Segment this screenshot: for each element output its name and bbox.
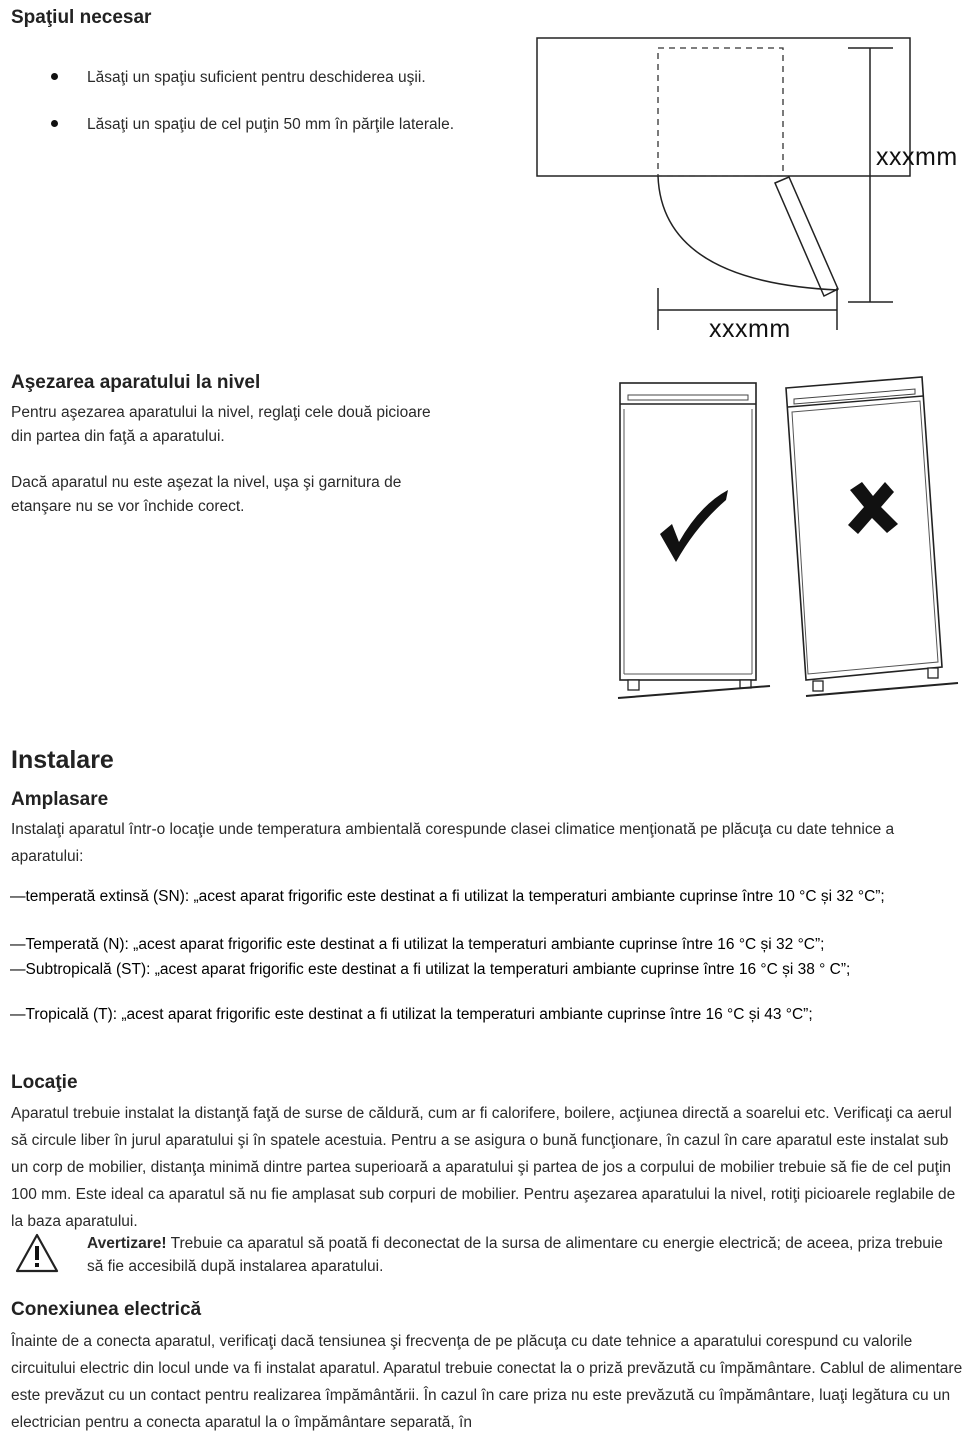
- climate-class-n: —Temperată (N): „acest aparat frigorific este destinat a fi utilizat la temperaturi ambiante cuprinse între 16 °C și 32 °C”;: [10, 936, 825, 953]
- bullet-text: Lăsaţi un spaţiu suficient pentru deschiderea uşii.: [87, 69, 426, 86]
- electrical-title: Conexiunea electrică: [11, 1299, 202, 1320]
- space-title: Spaţiul necesar: [11, 7, 152, 28]
- cross-icon: [848, 482, 898, 534]
- level-fridge-illustration: [618, 383, 770, 698]
- electrical-text: Înainte de a conecta aparatul, verificaţi dacă tensiunea şi frecvenţa de pe plăcuţa cu date tehnice a aparatului corespund cu valorile circuitului electric din locul unde va fi instalat aparatul. Aparatul trebuie conectat la o priză prevăzută cu împământare. Cablul de alimentare este prevăzut cu un contact pentru realizarea împământării. În cazul în care priza nu este prevăzută cu împământare, luaţi legătura cu un electrician pentru a conecta aparatul la o împământare separată, în: [11, 1333, 963, 1431]
- placement-text: Instalaţi aparatul într-o locaţie unde temperatura ambientală corespunde clasei climatice menţionată pe plăcuţa cu date tehnice a aparatului:: [11, 821, 895, 865]
- horizontal-dimension-label: xxxmm: [709, 315, 791, 343]
- leveling-paragraph-2: Dacă aparatul nu este aşezat la nivel, uşa şi garnitura de etanşare nu se vor închide corect.: [11, 474, 402, 515]
- warning-label: Avertizare!: [87, 1235, 167, 1252]
- location-title: Locaţie: [11, 1072, 78, 1093]
- climate-class-st: —Subtropicală (ST): „acest aparat frigorific este destinat a fi utilizat la temperaturi ambiante cuprinse între 16 °C și 38 ° C”;: [10, 961, 851, 978]
- location-text: Aparatul trebuie instalat la distanţă faţă de surse de căldură, cum ar fi calorifere, boilere, acţiunea directă a soarelui etc. Verificaţi ca aerul să circule liber în jurul aparatului şi în spatele acestuia. Pentru a se asigura o bună funcţionare, în cazul în care aparatul este instalat sub un corp de mobilier, distanţa minimă dintre partea superioară a aparatului şi partea de jos a corpului de mobilier trebuie să fie de cel puţin 100 mm. Este ideal ca aparatul să nu fie amplasat sub corpuri de mobilier. Pentru aşezarea aparatului la nivel, rotiţi picioarele reglabile de la baza aparatului.: [11, 1105, 956, 1230]
- leveling-title: Aşezarea aparatului la nivel: [11, 372, 261, 393]
- warning-icon: [14, 1232, 60, 1274]
- install-title: Instalare: [11, 746, 114, 774]
- checkmark-icon: [660, 490, 728, 562]
- warning-text: Trebuie ca aparatul să poată fi deconectat de la sursa de alimentare cu energie electrică; de aceea, priza trebuie să fie accesibilă după instalarea aparatului.: [87, 1235, 943, 1275]
- climate-class-sn: —temperată extinsă (SN): „acest aparat frigorific este destinat a fi utilizat la temperaturi ambiante cuprinse între 10 °C și 32 °C”;: [10, 888, 885, 905]
- leveling-paragraph-1: Pentru aşezarea aparatului la nivel, reglaţi cele două picioare din partea din faţă a aparatului.: [11, 404, 431, 445]
- vertical-dimension-label: xxxmm: [876, 143, 958, 171]
- leveling-diagram: [0, 0, 976, 720]
- tilted-fridge-illustration: [786, 377, 958, 696]
- placement-title: Amplasare: [11, 789, 109, 810]
- warning-text-block: [87, 1232, 957, 1278]
- climate-class-t: —Tropicală (T): „acest aparat frigorific este destinat a fi utilizat la temperaturi ambiante cuprinse între 16 °C și 43 °C”;: [10, 1006, 813, 1023]
- bullet-text: Lăsaţi un spaţiu de cel puţin 50 mm în părţile laterale.: [87, 116, 455, 133]
